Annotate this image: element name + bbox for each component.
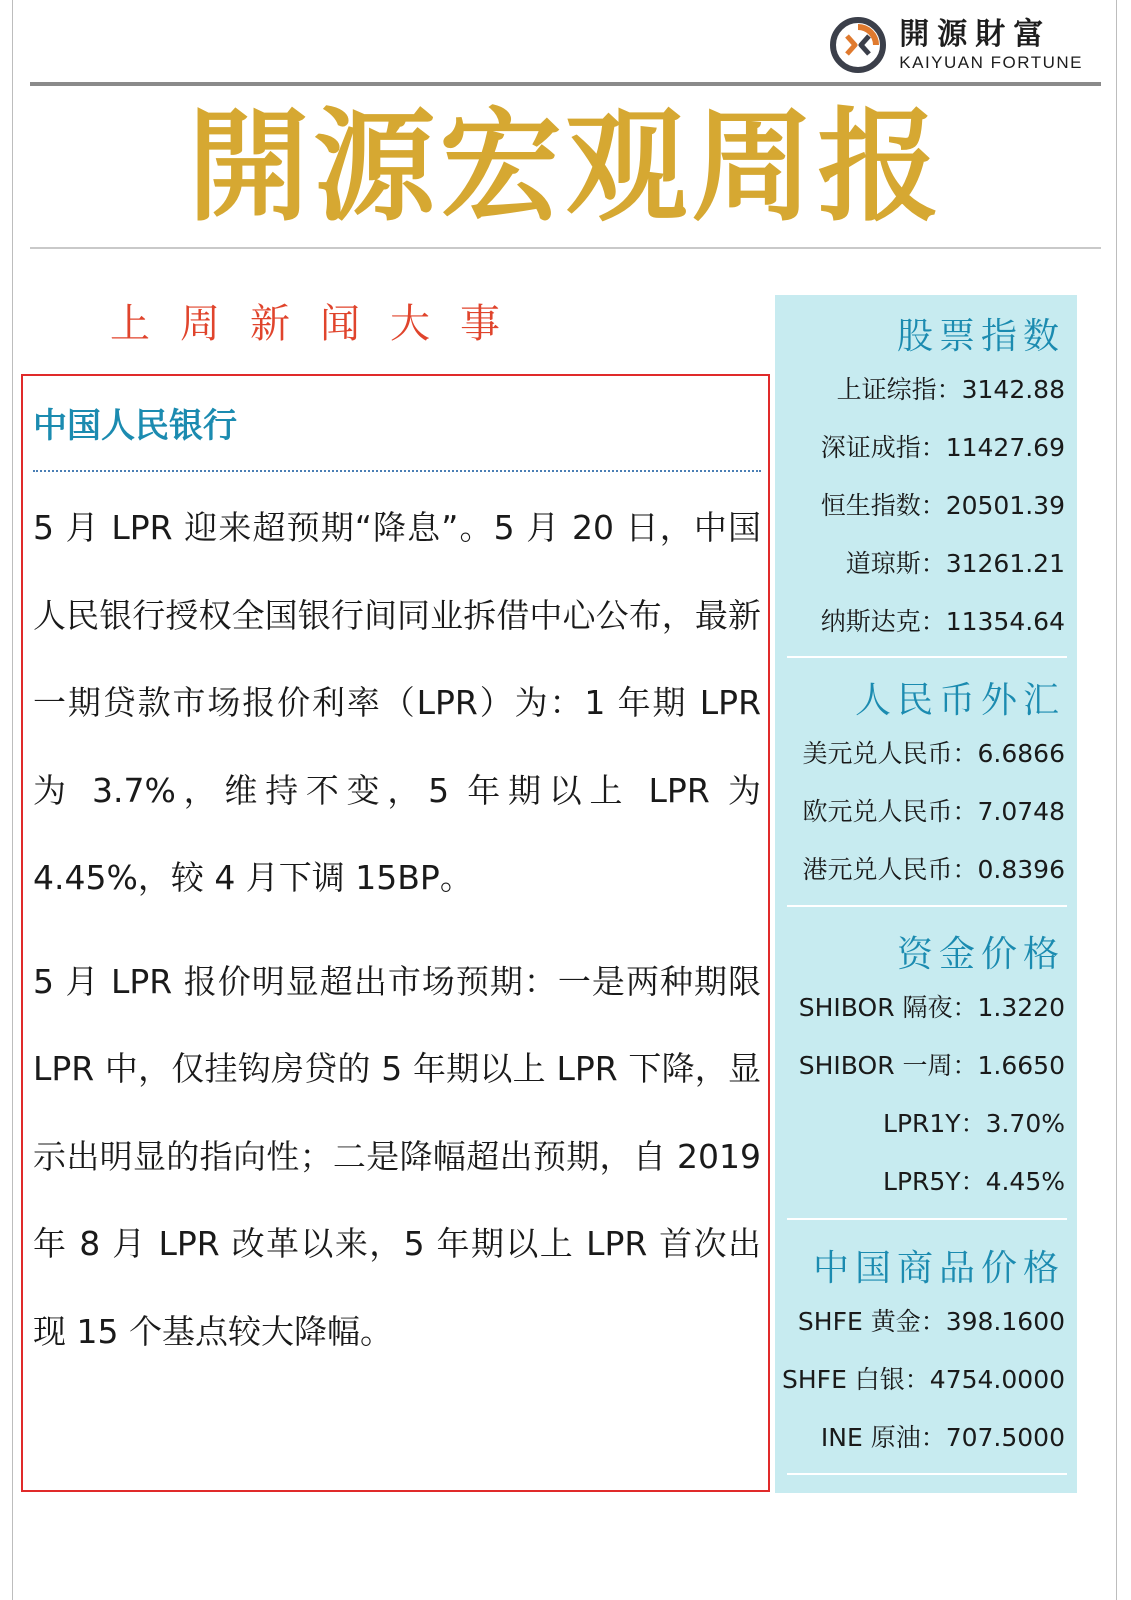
masthead-divider — [30, 247, 1101, 249]
market-row: 纳斯达克：11354.64 — [820, 607, 1065, 636]
section-divider — [787, 905, 1067, 907]
market-row: SHIBOR 隔夜：1.3220 — [798, 993, 1065, 1022]
section-title: 中国商品价格 — [812, 1248, 1065, 1289]
section-divider — [787, 1218, 1067, 1220]
article-body — [33, 484, 761, 1375]
market-row: 美元兑人民币：6.6866 — [802, 739, 1065, 768]
section-title: 股票指数 — [896, 316, 1065, 357]
brand-logo — [829, 16, 1083, 74]
logo-name-en: KAIYUAN FORTUNE — [899, 53, 1083, 72]
section-commodity-price — [775, 1245, 1077, 1467]
section-divider — [787, 1473, 1067, 1475]
market-row: 恒生指数：20501.39 — [820, 491, 1065, 520]
market-row: 港元兑人民币：0.8396 — [802, 855, 1065, 884]
section-title: 资金价格 — [896, 934, 1065, 975]
market-row: 深证成指：11427.69 — [820, 433, 1065, 462]
section-funding-price — [775, 931, 1077, 1211]
market-row: LPR1Y：3.70% — [883, 1109, 1065, 1138]
market-row: INE 原油：707.5000 — [820, 1423, 1065, 1452]
masthead-title: 開源宏观周报 — [187, 96, 944, 238]
market-row: 欧元兑人民币：7.0748 — [802, 797, 1065, 826]
article-paragraph: 5 月 LPR 迎来超预期“降息”。5 月 20 日，中国人民银行授权全国银行间同业拆借中心公布，最新一期贷款市场报价利率（LPR）为：1 年期 LPR 为 3.7%，维持不变，5 年期以上 LPR 为 4.45%，较 4 月下调 15BP。 — [33, 508, 761, 897]
top-divider — [30, 82, 1101, 86]
market-panel — [775, 295, 1077, 1493]
section-divider — [787, 656, 1067, 658]
kaiyuan-logo-icon — [829, 16, 887, 74]
news-heading: 上周新闻大事 — [110, 301, 530, 347]
market-row: SHFE 黄金：398.1600 — [797, 1307, 1065, 1336]
market-row: SHFE 白银：4754.0000 — [782, 1365, 1065, 1394]
article-paragraph: 5 月 LPR 报价明显超出市场预期：一是两种期限 LPR 中，仅挂钩房贷的 5 年期以上 LPR 下降，显示出明显的指向性；二是降幅超出预期，自 2019 年 8 月 LPR 改革以来，5 年期以上 LPR 首次出现 15 个基点较大降幅。 — [33, 961, 761, 1351]
market-row: 道琼斯：31261.21 — [845, 549, 1065, 578]
article-divider — [33, 470, 761, 472]
section-stock-index — [775, 313, 1077, 651]
news-article — [21, 374, 770, 1492]
section-rmb-fx — [775, 677, 1077, 899]
logo-name-cn: 開源財富 — [899, 17, 1052, 52]
market-row: LPR5Y：4.45% — [883, 1167, 1065, 1196]
article-title: 中国人民银行 — [33, 406, 237, 446]
section-title: 人民币外汇 — [854, 680, 1065, 721]
market-row: 上证综指：3142.88 — [836, 375, 1065, 404]
market-row: SHIBOR 一周：1.6650 — [798, 1051, 1065, 1080]
